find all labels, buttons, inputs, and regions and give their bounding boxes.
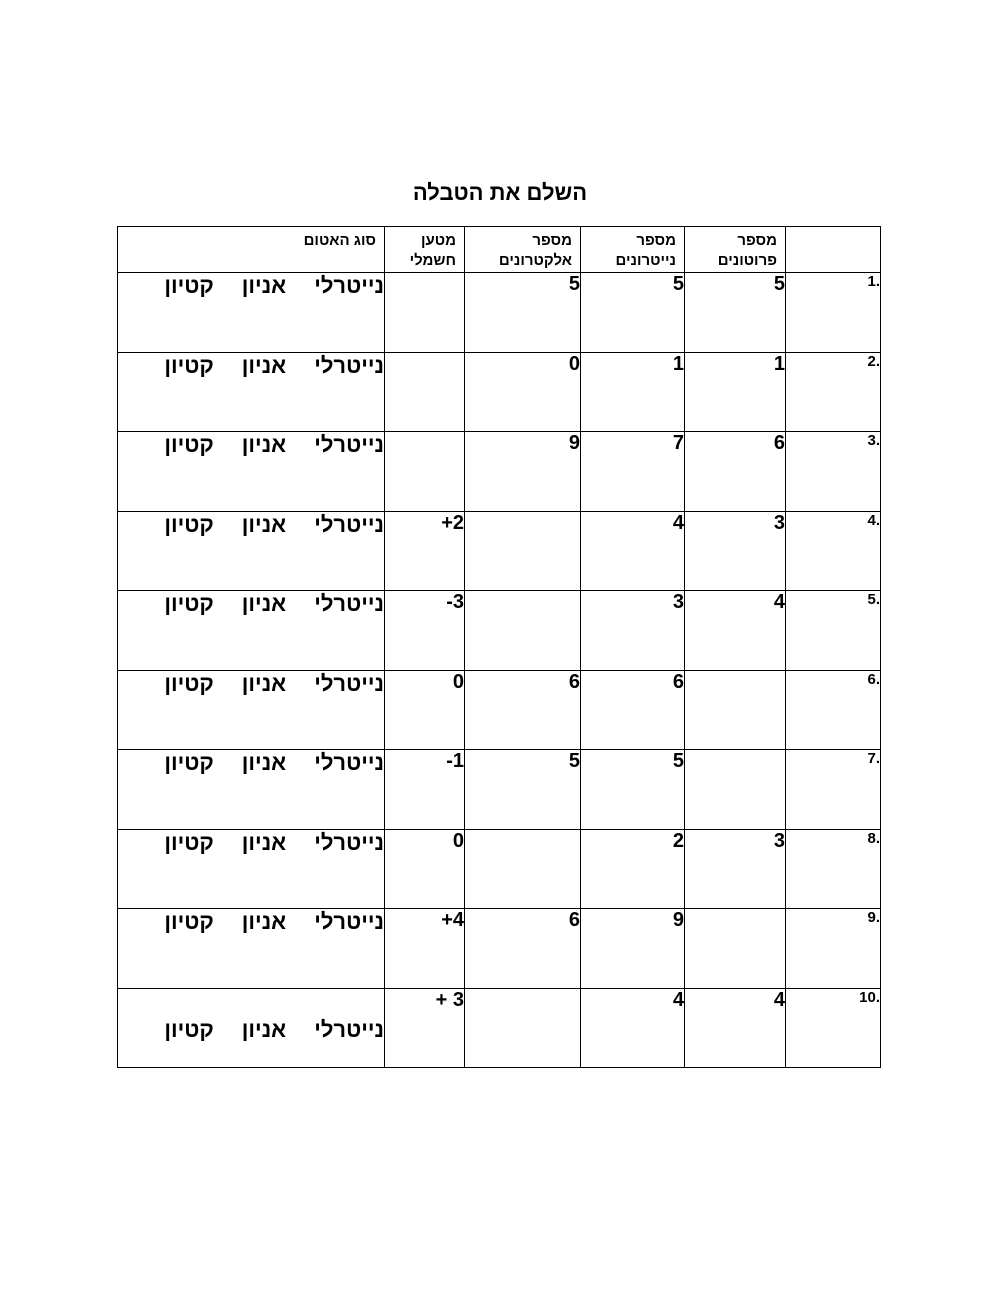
atom-type-option[interactable]: נייטרלי xyxy=(314,352,384,378)
atom-type-option[interactable]: אניון xyxy=(241,591,287,616)
charge-cell-value: +2 xyxy=(441,511,464,534)
atom-type-option[interactable]: נייטרלי xyxy=(314,909,384,934)
charge-cell[interactable] xyxy=(385,352,465,432)
header-row xyxy=(118,227,881,273)
neutrons-cell[interactable] xyxy=(581,352,685,432)
electrons-cell[interactable] xyxy=(465,750,581,830)
atom-type-cell xyxy=(118,352,385,432)
row-number xyxy=(786,670,881,750)
row-number-value: 7. xyxy=(867,750,880,767)
charge-cell[interactable] xyxy=(385,273,465,353)
atom-type-cell xyxy=(118,829,385,909)
atom-type-option[interactable]: קטיון xyxy=(164,591,214,616)
atom-type-cell xyxy=(118,909,385,989)
atom-type-option[interactable]: קטיון xyxy=(164,829,214,855)
table-row xyxy=(118,988,881,1068)
electrons-cell-value: 6 xyxy=(568,909,580,931)
neutrons-cell-value: 4 xyxy=(672,988,684,1011)
neutrons-cell-value: 5 xyxy=(672,750,684,772)
table-row xyxy=(118,750,881,830)
atom-type-option[interactable]: נייטרלי xyxy=(314,273,384,298)
row-number-value: 8. xyxy=(867,829,880,847)
atom-type-option[interactable]: קטיון xyxy=(164,1016,214,1042)
neutrons-cell-value: 6 xyxy=(672,670,684,693)
neutrons-cell[interactable] xyxy=(581,909,685,989)
row-number xyxy=(786,988,881,1068)
protons-cell-value: 6 xyxy=(773,432,785,454)
header-neutrons: מספר נייטרונים xyxy=(581,227,685,273)
electrons-cell-value: 6 xyxy=(568,670,580,693)
row-number xyxy=(786,591,881,671)
electrons-cell[interactable] xyxy=(465,670,581,750)
atom-type-option[interactable]: נייטרלי xyxy=(314,511,384,537)
atom-type-option[interactable]: אניון xyxy=(241,352,287,378)
protons-cell[interactable] xyxy=(685,273,786,353)
atom-type-cell xyxy=(118,432,385,512)
atom-type-option[interactable]: קטיון xyxy=(164,273,214,298)
atom-type-option[interactable]: אניון xyxy=(241,909,287,934)
table-row xyxy=(118,352,881,432)
atom-type-option[interactable]: נייטרלי xyxy=(314,1016,384,1042)
protons-cell-value: 3 xyxy=(773,511,785,534)
protons-cell[interactable] xyxy=(685,511,786,591)
protons-cell[interactable] xyxy=(685,829,786,909)
row-number xyxy=(786,352,881,432)
atom-type-option[interactable]: נייטרלי xyxy=(314,670,384,696)
worksheet-title: השלם את הטבלה xyxy=(412,180,588,205)
neutrons-cell[interactable] xyxy=(581,273,685,353)
charge-cell-value: 0 xyxy=(452,670,464,693)
atom-table xyxy=(117,226,881,1068)
charge-cell[interactable] xyxy=(385,988,465,1068)
row-number xyxy=(786,829,881,909)
header-protons: מספר פרוטונים xyxy=(685,227,786,273)
atom-type-option[interactable]: אניון xyxy=(241,829,287,855)
neutrons-cell[interactable] xyxy=(581,432,685,512)
atom-type-option[interactable]: נייטרלי xyxy=(314,829,384,855)
atom-type-cell xyxy=(118,273,385,353)
electrons-cell[interactable] xyxy=(465,432,581,512)
charge-cell-value: 0 xyxy=(452,829,464,852)
row-number-value: 6. xyxy=(867,670,880,688)
charge-cell-value: +4 xyxy=(441,909,464,931)
atom-type-option[interactable]: אניון xyxy=(241,670,287,696)
row-number xyxy=(786,432,881,512)
charge-cell[interactable] xyxy=(385,909,465,989)
neutrons-cell-value: 2 xyxy=(672,829,684,852)
row-number-value: 3. xyxy=(867,432,880,449)
atom-type-option[interactable]: קטיון xyxy=(164,670,214,696)
electrons-cell-value: 9 xyxy=(568,432,580,454)
protons-cell-value: 3 xyxy=(773,829,785,852)
neutrons-cell[interactable] xyxy=(581,988,685,1068)
neutrons-cell-value: 3 xyxy=(672,591,684,613)
row-number xyxy=(786,511,881,591)
atom-type-cell xyxy=(118,670,385,750)
atom-type-cell xyxy=(118,591,385,671)
protons-cell-value: 1 xyxy=(773,352,785,375)
charge-cell-value: -1 xyxy=(446,750,464,772)
charge-cell[interactable] xyxy=(385,432,465,512)
electrons-cell[interactable] xyxy=(465,511,581,591)
table-row xyxy=(118,829,881,909)
protons-cell-value: 5 xyxy=(773,273,785,295)
atom-type-option[interactable]: אניון xyxy=(241,432,287,457)
row-number xyxy=(786,273,881,353)
charge-cell[interactable] xyxy=(385,670,465,750)
charge-cell[interactable] xyxy=(385,511,465,591)
table-row xyxy=(118,591,881,671)
protons-cell[interactable] xyxy=(685,988,786,1068)
header-type: סוג האטום xyxy=(118,227,385,273)
protons-cell[interactable] xyxy=(685,670,786,750)
row-number-value: 5. xyxy=(867,591,880,608)
row-number-value: 1. xyxy=(867,273,880,290)
protons-cell[interactable] xyxy=(685,591,786,671)
protons-cell[interactable] xyxy=(685,750,786,830)
atom-type-option[interactable]: קטיון xyxy=(164,432,214,457)
atom-type-cell xyxy=(118,988,385,1068)
row-number-value: 2. xyxy=(867,352,880,370)
electrons-cell[interactable] xyxy=(465,829,581,909)
electrons-cell-value: 5 xyxy=(568,750,580,772)
row-number-value: 9. xyxy=(867,909,880,926)
protons-cell[interactable] xyxy=(685,352,786,432)
atom-type-option[interactable]: קטיון xyxy=(164,750,214,775)
table-row xyxy=(118,909,881,989)
neutrons-cell-value: 7 xyxy=(672,432,684,454)
protons-cell[interactable] xyxy=(685,432,786,512)
electrons-cell[interactable] xyxy=(465,988,581,1068)
neutrons-cell-value: 9 xyxy=(672,909,684,931)
row-number xyxy=(786,750,881,830)
charge-cell[interactable] xyxy=(385,591,465,671)
neutrons-cell[interactable] xyxy=(581,511,685,591)
protons-cell-value: 4 xyxy=(773,988,785,1011)
neutrons-cell[interactable] xyxy=(581,750,685,830)
atom-type-option[interactable]: אניון xyxy=(241,511,287,537)
neutrons-cell-value: 1 xyxy=(672,352,684,375)
charge-cell[interactable] xyxy=(385,829,465,909)
neutrons-cell-value: 4 xyxy=(672,511,684,534)
atom-type-option[interactable]: אניון xyxy=(241,750,287,775)
header-charge: מטען חשמלי xyxy=(385,227,465,273)
protons-cell-value: 4 xyxy=(773,591,785,613)
electrons-cell[interactable] xyxy=(465,352,581,432)
electrons-cell-value: 5 xyxy=(568,273,580,295)
table-row xyxy=(118,432,881,512)
row-number xyxy=(786,909,881,989)
charge-cell[interactable] xyxy=(385,750,465,830)
table-row xyxy=(118,273,881,353)
neutrons-cell-value: 5 xyxy=(672,273,684,295)
neutrons-cell[interactable] xyxy=(581,829,685,909)
row-number-value: 10. xyxy=(859,988,880,1006)
atom-type-option[interactable]: אניון xyxy=(241,273,287,298)
atom-type-option[interactable]: קטיון xyxy=(164,909,214,934)
atom-type-option[interactable]: נייטרלי xyxy=(314,432,384,457)
atom-type-option[interactable]: קטיון xyxy=(164,352,214,378)
protons-cell[interactable] xyxy=(685,909,786,989)
electrons-cell[interactable] xyxy=(465,591,581,671)
charge-cell-value: + 3 xyxy=(435,988,464,1011)
header-electrons: מספר אלקטרונים xyxy=(465,227,581,273)
table-row xyxy=(118,511,881,591)
header-num xyxy=(786,227,881,273)
electrons-cell-value: 0 xyxy=(568,352,580,375)
atom-type-option[interactable]: קטיון xyxy=(164,511,214,537)
atom-type-option[interactable]: נייטרלי xyxy=(314,750,384,775)
atom-type-cell xyxy=(118,511,385,591)
electrons-cell[interactable] xyxy=(465,909,581,989)
electrons-cell[interactable] xyxy=(465,273,581,353)
table-row xyxy=(118,670,881,750)
atom-type-option[interactable]: נייטרלי xyxy=(314,591,384,616)
row-number-value: 4. xyxy=(867,511,880,529)
atom-type-option[interactable]: אניון xyxy=(241,1016,287,1042)
neutrons-cell[interactable] xyxy=(581,670,685,750)
atom-type-cell xyxy=(118,750,385,830)
neutrons-cell[interactable] xyxy=(581,591,685,671)
charge-cell-value: -3 xyxy=(446,591,464,613)
